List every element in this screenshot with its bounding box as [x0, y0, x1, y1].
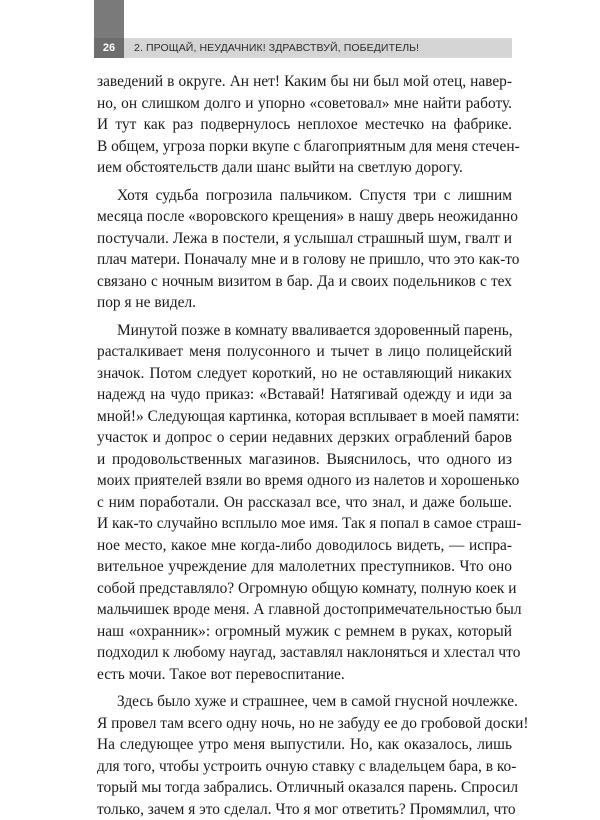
text-line: подходил к любому наугад, заставлял наклоняться и хлестал что: [97, 642, 512, 664]
text-line: На следующее утро меня выпустили. Но, как оказалось, лишь: [97, 734, 512, 756]
text-line: значок. Потом следует короткий, но не оставляющий никаких: [97, 363, 512, 385]
text-line: Хотя судьба погрозила пальчиком. Спустя три с лишним: [97, 185, 512, 207]
paragraph: [97, 320, 512, 686]
text-line: торый мы тогда забрались. Отличный оказался парень. Спросил: [97, 777, 512, 799]
text-line: вительное учреждение для малолетних преступников. Что оно: [97, 556, 512, 578]
text-line: есть мочи. Такое вот перевоспитание.: [97, 664, 512, 686]
text-line: месяца после «воровского крещения» в нашу дверь неожиданно: [97, 206, 512, 228]
text-line: с ним поработали. Он рассказал все, что знал, и даже больше.: [97, 492, 512, 514]
body-text: [97, 71, 512, 820]
text-line: надежд на чудо приказ: «Вставай! Натягивай одежду и иди за: [97, 384, 512, 406]
paragraph: [97, 71, 512, 179]
text-line: связано с ночным визитом в бар. Да и своих подельников с тех: [97, 271, 512, 293]
text-line: ием обстоятельств дали шанс выйти на светлую дорогу.: [97, 157, 512, 179]
paragraph: [97, 691, 512, 820]
page-number-tab: [94, 0, 124, 38]
running-head: 2. ПРОЩАЙ, НЕУДАЧНИК! ЗДРАВСТВУЙ, ПОБЕДИТЕЛЬ!: [124, 38, 512, 58]
text-line: ное место, какое мне когда-либо доводилось видеть, — испра-: [97, 535, 512, 557]
text-line: мной!» Следующая картинка, которая всплывает в моей памяти:: [97, 406, 512, 428]
text-line: И как-то случайно всплыло мое имя. Так я попал в самое страш-: [97, 513, 512, 535]
text-line: плач матери. Поначалу мне и в голову не пришло, что это как-то: [97, 249, 512, 271]
text-line: для того, чтобы устроить очную ставку с владельцем бара, в ко-: [97, 756, 512, 778]
text-line: Здесь было хуже и страшнее, чем в самой гнусной ночлежке.: [97, 691, 512, 713]
page-header: [94, 38, 512, 58]
text-line: и продовольственных магазинов. Выяснилось, что одного из: [97, 449, 512, 471]
text-line: заведений в округе. Ан нет! Каким бы ни был мой отец, навер-: [97, 71, 512, 93]
text-line: Я провел там всего одну ночь, но не забуду ее до гробовой доски!: [97, 713, 512, 735]
text-line: но, он слишком долго и упорно «советовал» мне найти работу.: [97, 93, 512, 115]
text-line: мальчишек вроде меня. А главной достопримечательностью был: [97, 599, 512, 621]
paragraph: [97, 185, 512, 314]
text-line: расталкивает меня полусонного и тычет в лицо полицейский: [97, 341, 512, 363]
text-line: только, зачем я это сделал. Что я мог ответить? Промямлил, что: [97, 799, 512, 820]
page-number: 26: [94, 38, 124, 58]
text-line: пор я не видел.: [97, 292, 512, 314]
text-line: И тут как раз подвернулось неплохое местечко на фабрике.: [97, 114, 512, 136]
text-line: Минутой позже в комнату вваливается здоровенный парень,: [97, 320, 512, 342]
text-line: участок и допрос о серии недавних дерзких ограблений баров: [97, 427, 512, 449]
text-line: моих приятелей взяли во время одного из налетов и хорошенько: [97, 470, 512, 492]
text-line: наш «охранник»: огромный мужик с ремнем в руках, который: [97, 621, 512, 643]
text-line: В общем, угроза порки вкупе с благоприятным для меня стечен-: [97, 136, 512, 158]
text-line: постучали. Лежа в постели, я услышал страшный шум, гвалт и: [97, 228, 512, 250]
text-line: собой представляло? Огромную общую комнату, полную коек и: [97, 578, 512, 600]
